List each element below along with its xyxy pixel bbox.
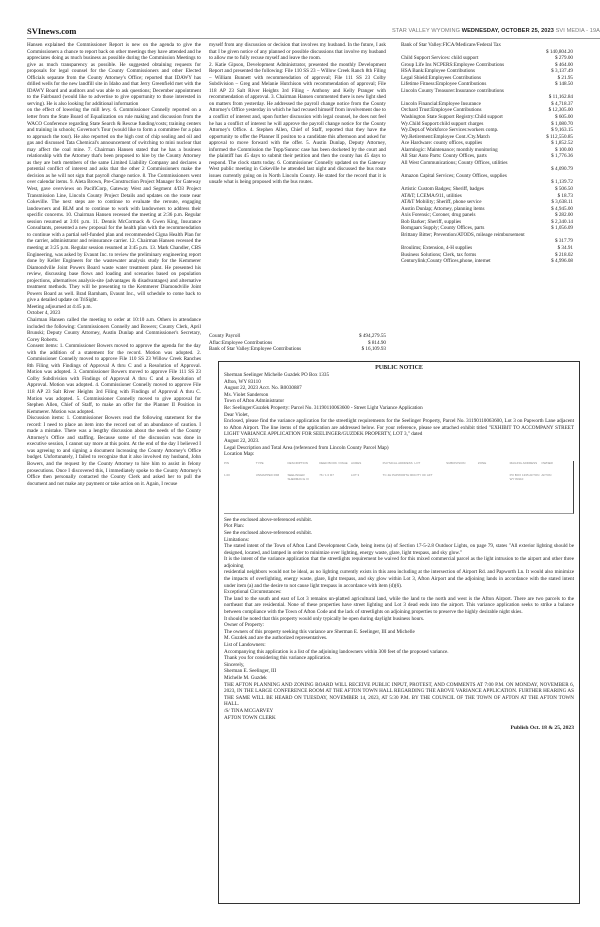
list-item: Axis Forensic; Coroner, drug panels $ 282.00 xyxy=(401,212,573,219)
list-item: Aflac:Employee Contributions $ 814.90 xyxy=(209,339,386,346)
paragraph: Discussion items: 1. Commissioner Bowers read the following statement for the record: I need to place an item into the record out of an abundance of caution. I made a mistake. There was a lengthy discussion about the needs of the County Attorney's Office and staffing. Because some of the discussion was done in executive session, I cannot say more at this point. At the end of the day I believed I was agreeing to and signing a document increasing the County Attorney's Office budget. Unfortunately, I failed to recognize that it also involved my husband, John Bowers, and the request by the County Attorney to hire him to assist in felony prosecutions. Once I discovered this, I immediately spoke to the County Attorney's Office then personally contacted the County Clerk and asked her to pull the document and not make any payment or take action on it. Again, I recuse xyxy=(27,415,201,487)
list-item: Wy.Child Support:child support charges $ 1,080.70 xyxy=(401,120,573,127)
list-item: Lifetime Fitness:Employee Contributions $ 148.50 xyxy=(401,81,573,88)
column-3-claims xyxy=(401,42,573,265)
issue-date: WEDNESDAY, OCTOBER 25, 2023 xyxy=(461,28,554,34)
map-header-row: PIN TYPE DESCRIPTION DEED BOOK / PAGE ACRES PHYSICAL ADDRESS LOT SUBDIVISION ZONE MAILING ADDRESS OWNER xyxy=(224,460,553,465)
public-notice: PUBLIC NOTICE Sherman Seelinger Michelle Guzdek PO Box 1335 Afton, WY 83110 August 22, 2023 Acct. No. R0030887 Ms. Violet Sanderson Town of Afton Administrator Re: Seelinger/Guzdek Property: Parcel No. 31190110063600 - Street Light Variance Application Dear Violet, Enclosed, please find the variance application for the streetlight requirements for the Seelinger Property, Parcel No. 31190110063600, Lot 3 on Papworth Lane adjacent to Afton Airport. The line items of the application are addressed below. For your reference, please see attached exhibit titled "EXHIBIT TO ACCOMPANY STREET LIGHT VARIANCE APPLICATION FOR SEELINGER/GUZDEK PROPERTY, LOT 3," dated August 22, 2023. Legal Description and Total Area (referenced from Lincoln County Parcel Map) Location Map: PIN TYPE DESCRIPTION DEED BOOK / PAGE ACRES PHYSICAL ADDRESS LOT SUBDIVISION ZONE MAILING ADDRESS OWNER 1.00 UNMAPPED RIM SEELINGER SHERMAN E III 76 / 1 0 R7 LOT 3 TC 4H PAPWORTH RD CITY OF AFT PO BOX 1335 AFTON WY 83110 AFTON See the enclosed above-referenced exhibit. Plot Plan: See the enclosed above-referenced exhibit. Limitations: The stated intent of the Town of Afton Land Development Code, being items (a) of Section 17-5-2.8 Outdoor Lights, on page 79, states "All exterior lighting should be designed, located, and lamped in order to minimize over lighting, energy waste, glare, light trespass, and sky glow." It is the intent of the variance application that the streetlights requirement be waived for this mixed commercial parcel as the light intrusion to the airport and other three adjoining residential neighbors would not be ideal, as no lighting currently exists in this area including at the intersection of Airport Rd. and Papworth Ln. It would also minimize the impacts of overlighting, energy waste, glare, light trespass, and sky glow within Lot 3, Afton Airport and the adjoining lands in accordance with the stated intent under item (a) and the desire to not cause light trespass in accordance with item (d)(6). Exceptional Circumstances: The land to the south and east of Lot 3 remains un-platted agricultural land, while the land to the north and west is the Afton Airport. There are two parcels to the northeast that are residential. None of these properties have street lighting and Lot 3 dead ends into the airport. This variance application seeks to strike a balance between compliance with the Town of Afton Code and the lack of streetlights on adjoining properties to preserve the highly desirable night skies. It should be noted that this property would only typically be open during daylight business hours. Owner of Property: The owners of this property seeking this variance are Sherman E. Seelinger, III and Michelle M. Guzdek and are the authorized representatives. List of Landowners: Accompanying this application is a list of the adjoining landowners within 300 feet of the proposed variance. Thank you for considering this variance application. Sincerely, Sherman E. Seelinger, III Michelle M. Guzdek THE AFTON PLANNING AND ZONING BOARD WILL RECEIVE PUBLIC INPUT, PROTEST, AND COMMENTS AT 7:00 P.M. ON MONDAY, NOVEMBER 6, 2023, IN THE LARGE CONFERENCE ROOM AT THE AFTON TOWN HALL REGARDING THE ABOVE VARIANCE APPLICATION. FURTHER HEARING AS THE SAME WILL BE HEARD ON TUESDAY, NOVEMBER 14, 2023, AT 5:30 P.M. BY THE COUNCIL OF THE TOWN OF AFTON AT THE AFTON TOWN HALL. /S/ TINA MCGARVEY AFTON TOWN CLERK Publish Oct. 18 & 25, 2023 xyxy=(218,361,580,904)
list-item: HSA Bank:Employee Contributions $ 3,137.49 xyxy=(401,68,573,75)
page-section: SVI MEDIA - 19A xyxy=(555,28,600,34)
paper-name: STAR VALLEY WYOMING xyxy=(391,28,461,34)
column-2 xyxy=(209,42,386,186)
list-item: County Payroll $ 494,279.55 xyxy=(209,333,386,339)
list-item-payee: All West Communications; County Offices, utilities xyxy=(401,159,508,166)
list-item-amount: $ 140,804.20 xyxy=(546,48,573,55)
list-item: Wy.Retirement:Employee Cont./Cty.Match $ 112,550.85 xyxy=(401,133,573,140)
list-item: Centurylink;County Offices,phone, internet $ 4,996.08 xyxy=(401,258,573,265)
list-item: Business Solutions; Clerk, tax forms $ 218.02 xyxy=(401,251,573,258)
paragraph: Meeting adjourned at 4:45 p.m. xyxy=(27,303,92,310)
list-item-amount: $ 317.79 xyxy=(555,238,573,245)
list-item: Bomgaars Supply; County Offices, parts $ 1,056.09 xyxy=(401,225,573,232)
site-name: SVInews.com xyxy=(27,26,77,36)
list-item-payee: Lincoln County Treasurer:Insurance contributions xyxy=(401,87,504,94)
paragraph: Chairman Hansen called the meeting to order at 10:10 a.m. Others in attendance included the following: Commissioners Connelly and Bowers; County Clerk, April Brunski; Deputy County Attorney, Austin Dunlap and Commissioner's Secretary, Corey Roberts. xyxy=(27,316,201,343)
page-header xyxy=(27,26,600,39)
header-dateline xyxy=(392,28,600,34)
list-item: Legal Shield:Employees Contributions $ 21.95 xyxy=(401,74,573,81)
list-item: Bob Barker; Sheriff, supplies $ 2,340.14 xyxy=(401,218,573,225)
column-1 xyxy=(27,42,201,487)
list-item: Broulims; Extension, 4-H supplies $ 34.91 xyxy=(401,244,573,251)
list-item: Artistic Custom Badges; Sheriff, badges $ 506.50 xyxy=(401,186,573,193)
list-item: Ace Hardware: county offices, supplies $ 1,852.52 xyxy=(401,140,573,147)
list-item: Child Support Services: child support $ 279.00 xyxy=(401,55,573,62)
payroll-list xyxy=(209,333,386,353)
list-item-amount: $ 11,162.84 xyxy=(548,94,573,101)
paragraph: myself from any discussion or decision that involves my husband. In the future, I ask that I be given notice of any planned or possible discussions that involve my husband to allow me to fully recuse myself and leave the room. xyxy=(209,42,386,62)
list-item: Orchard Trust:Employee Contributions $ 12,305.00 xyxy=(401,107,573,114)
paragraph: 2. Katie Gipson, Development Administrator, presented the monthly Development Report and presented the following: File 110 SS 23 – Willow Creek Ranch 8th Filing – William Bunnett with recommendation of approval; File 111 SS 23 Colby Subdivision – Greg and Melanie Hutchison with recommendation of approval; File 118 AP 23 Salt River Heights 3rd Filing - Anthony and Kelly Pranger with recommendation of approval. 3. Chairman Hansen commented there is new light shed on matters from yesterday. He addressed the payroll change notice from the County Attorney's Office yesterday in which he had recused himself from involvement due to a conflict of interest and, upon further discussion with legal counsel, he does not feel he has a conflict of interest he will approve the payroll change notice for the County Attorney's Office. 4. Stephen Allen, Chief of Staff, reported that they have the opportunity to offer the Planner II positon to a candidate this afternoon and asked for approval to move forward with the offer. 5. Austin Dunlap, Deputy Attorney, informed the Commission the Topp/Sunroc case has been docketed by the court and the plaintiff has 45 days to submit their petition and then the county has 45 days to respond. The clock starts today. 6. Commissioner Connelly updated on the Gateway West public meeting in Cokeville he attended last night and discussed the bus route issues currently going on in North Lincoln County. He stated for the record that it is unsafe what is being proposed with the bus routes. xyxy=(209,61,386,186)
paragraph: October 4, 2023 xyxy=(27,310,61,317)
paragraph: Hansen explained the Commissioner Report is new on the agenda to give the Commissioners a chance to report back on other meetings they have attended and he appreciates doing as much business as possible during the Commission Meetings to give as much transparency as possible. He suggested obtaining requests for proposals for legal counsel for the County Commissioners and other Elected Officials separate from the County Attorney's Office; reported that IDAWY has drilled wells for the new landfill site in Idaho and that Jerry Greenfield met with the IDAWY Board and auditors and was able to ask questions; December appointment to the Fairboard (would like to advertise to give opportunity to those interested in serving). He is also looking for additional information xyxy=(27,42,201,107)
list-item: Wy.Dept.of Workforce Services:workers comp. $ 9,163.15 xyxy=(401,127,573,134)
list-item: Washington State Support Registry:Child support $ 605.00 xyxy=(401,114,573,121)
paragraph: on the effect of lowering the mill levy. 6. Commissioner Connelly reported on a letter from the State Board of Equalization on rule making and discussion from the WACO Conference regarding State Search & Rescue funding/costs; training centers and training in schools; Governor's Tour (would like to form a committee for a plan to approach the tour). He also reported on the high cost of chip sealing and oil and gas and discussed Tata Chemical's announcement of switching to mini nuclear that may affect the coal mine. 7. Chairman Hansen stated that he has a business relationship with the Attorney that's been proposed to hire by the County Attorney as they are both members of the same Limited Liability Company and declares a potential conflict of interest and asks that the other 2 Commissioners make the decision as he will not sign that payroll change notice. 8. The Commissioners went over calendar items. 9. Aleta Brown, Pre-Construction Project Manager for Gateway West, gave overviews on PacifiCorp, Gateway West and Segment 4/D3 Project Transmission Line, Lincoln County Project Details and updates on the route near Cokeville. The next steps are to continue to evaluate the reroute, engaging landowners and BLM and to continue to work with landowners to address their specific concerns. 10. Chairman Hansen recessed the meeting at 2:36 p.m. Regular session resumed at 3:01 p.m. 11. Dennis McCormack & Gwen King, Insurance Consultants, presented a new proposal for the health plan with the recommendation to continue with a partial self-funded plan and recommended Cigna Health Plan for the carrier, administrator and reinsurance carrier. 12. Chairman Hansen recessed the meeting at 3:25 p.m. Regular session resumed at 3:45 p.m. 13. Mark Chandler, CBS Engineering, was asked by Evaunt Inc. to review the preliminary engineering report done by Keller Engineers for the wastewater analysis study for the Kemmerer Diamondville Joint Powers Board waste water treatment plant. He presented his review, discussing base flows and loading and scenarios based on population projections, alternatives analysis-site (advantages & disadvantages) and alternative treatment methods. They will be presenting to the Kemmerer Diamondville Joint Powers Board as well. Brad Barnham, Evaunt Inc., will schedule to come back to give a detailed update on TriSight. xyxy=(27,107,202,304)
list-item-amount: $ 4,090.79 xyxy=(551,166,573,173)
list-item: All Star Auto Parts: County Offices, parts $ 1,776.36 xyxy=(401,153,573,160)
list-item-payee: Brittany Bitter; Prevention/ATODS, mileage reimbursement xyxy=(401,231,525,238)
location-map-table xyxy=(224,461,574,514)
list-item: Group Life Ins NCPERS:Employee Contributions $ 464.00 xyxy=(401,61,573,68)
list-item: AT&T; LCEMA/911, utilities $ 18.73 xyxy=(401,192,573,199)
list-item: Alarmlogic: Maintenance; monthly monitoring $ 100.00 xyxy=(401,146,573,153)
list-item: AT&T Mobility; Sheriff, phone service $ 3,638.11 xyxy=(401,199,573,206)
paragraph: Consent items: 1. Commissioner Bowers moved to approve the agenda for the day with the addition of a statement for the record. Motion was adopted. 2. Commissioner Connelly moved to approve File 110 SS 23 Willow Creek Ranches 8th Filing with Findings of Approval A thru C and a Resolution of Approval. Motion was adopted. 3. Commissioner Bowers moved to approve File 111 SS 23 Colby Subdivision with Findings of Approval A thru C and a Resolution of Approval. Motion was adopted. 4. Commissioner Connelly moved to approve File 118 AP 23 Salt River Heights 3rd Filing with Findings of Approval A thru C. Motion was adopted. 5. Commissioner Connelly moved to give approval for Stephen Allen, Chief of Staff, to make an offer for the Planner II Position in Kemmerer. Motion was adopted. xyxy=(27,343,201,415)
list-item-payee: Amazon Capital Services; County Offices, supplies xyxy=(401,172,507,179)
notice-title: PUBLIC NOTICE xyxy=(375,365,423,371)
publish-dates: Publish Oct. 18 & 25, 2023 xyxy=(510,725,574,732)
list-item-amount: $ 1,139.72 xyxy=(551,179,573,186)
list-item: Bank of Star Valley:Employee Contributions $ 16,109.93 xyxy=(209,346,386,353)
list-item: Austin Dunlap; Attorney, planning items $ 4,945.00 xyxy=(401,205,573,212)
list-item-payee: Bank of Star Valley:FICA/Medicare/Federal Tax xyxy=(401,42,501,48)
map-data-row: 1.00 UNMAPPED RIM SEELINGER SHERMAN E III 76 / 1 0 R7 LOT 3 TC 4H PAPWORTH RD CITY OF AFT PO BOX 1335 AFTON WY 83110 AFTON xyxy=(224,472,552,481)
list-item: Lincoln Financial:Employee Insurance $ 4,718.37 xyxy=(401,100,573,107)
